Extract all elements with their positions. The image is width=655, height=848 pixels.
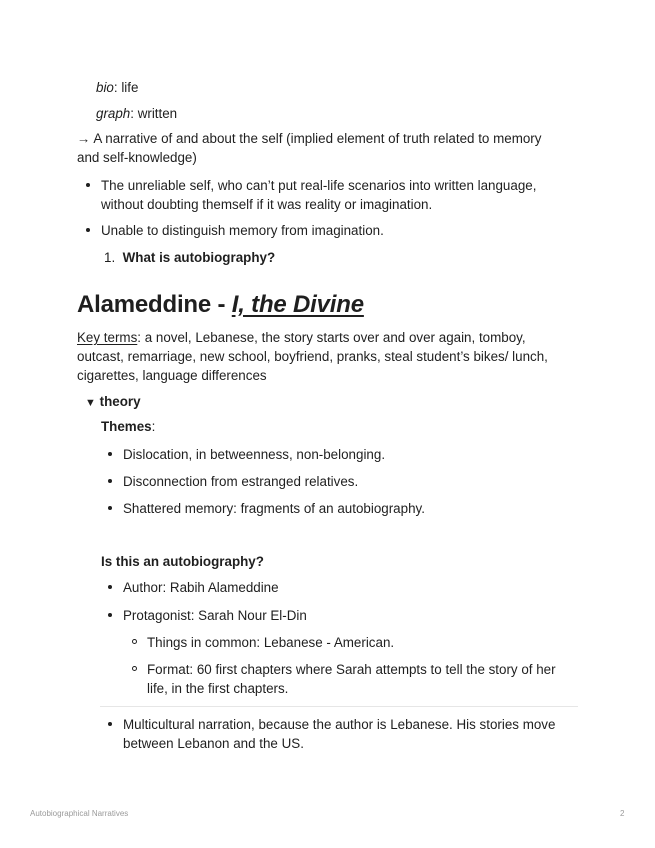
sub-list-item: Format: 60 first chapters where Sarah attempts to tell the story of her life, in the first chapters.: [147, 662, 556, 696]
key-terms-line-2: outcast, remarriage, new school, boyfriend, pranks, steal student’s bikes/ lunch,: [77, 349, 548, 364]
key-terms-line-1: Key terms: a novel, Lebanese, the story starts over and over again, tomboy,: [77, 330, 526, 345]
list-item: Dislocation, in betweenness, non-belonging.: [123, 447, 386, 462]
numbered-item: [104, 248, 275, 267]
divider: [100, 706, 578, 707]
graph-meaning: : written: [130, 106, 178, 121]
theory-toggle[interactable]: [85, 392, 141, 413]
toggle-arrow-icon[interactable]: ▼: [85, 397, 96, 409]
themes-label: Themes:: [101, 419, 156, 434]
key-terms-line-3: cigarettes, language differences: [77, 368, 267, 383]
list-item: Unable to distinguish memory from imagination.: [101, 223, 384, 238]
list-number: 1.: [104, 250, 116, 265]
footer-title: Autobiographical Narratives: [30, 809, 129, 818]
heading-author: Alameddine -: [77, 291, 232, 318]
graph-term: graph: [96, 106, 131, 121]
list-item: Disconnection from estranged relatives.: [123, 474, 359, 489]
sub-list-item: Things in common: Lebanese - American.: [147, 635, 395, 650]
bio-meaning: : life: [113, 80, 139, 95]
list-item: Shattered memory: fragments of an autobiography.: [123, 501, 425, 516]
definition-bio: [96, 78, 138, 97]
key-terms-label: Key terms: [77, 330, 138, 345]
arrow-definition-line-2: and self-knowledge): [77, 150, 197, 165]
bio-term: bio: [96, 80, 114, 95]
list-item: The unreliable self, who can’t put real-life scenarios into written language, without doubting themself if it was reality or imagination.: [101, 178, 537, 212]
numbered-item-text: What is autobiography?: [122, 250, 276, 265]
section-heading: [77, 290, 364, 320]
footer-page-number: 2: [620, 809, 625, 818]
heading-book-title: I, the Divine: [231, 291, 364, 318]
list-item: Multicultural narration, because the author is Lebanese. His stories move between Lebanon and the US.: [123, 717, 556, 751]
autobiography-question: Is this an autobiography?: [101, 554, 264, 569]
list-item: Protagonist: Sarah Nour El-Din: [123, 608, 307, 623]
arrow-definition-line-1: → A narrative of and about the self (implied element of truth related to memory: [77, 131, 542, 146]
toggle-label[interactable]: theory: [99, 394, 141, 409]
definition-graph: [96, 104, 177, 123]
list-item: Author: Rabih Alameddine: [123, 580, 279, 595]
